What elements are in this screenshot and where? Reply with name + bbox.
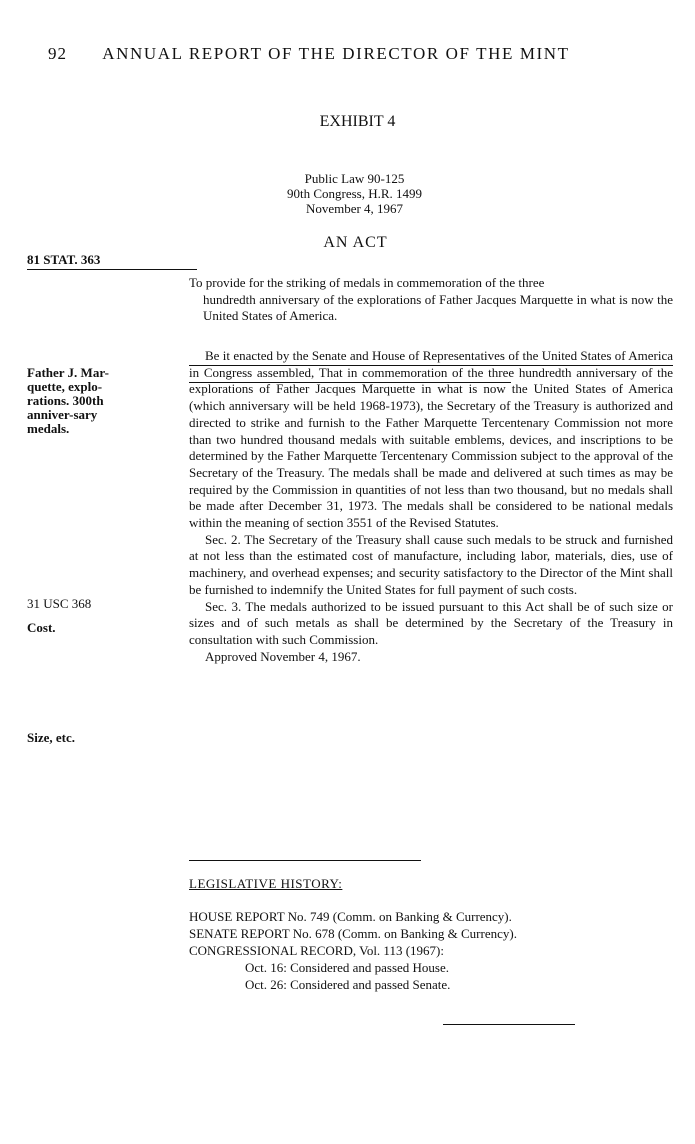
exhibit-title: EXHIBIT 4 [319,113,396,130]
purpose-first-line: To provide for the striking of medals in commemoration of the three [189,275,545,290]
approval-date: Approved November 4, 1967. [205,648,361,664]
history-rule [189,860,421,861]
page-header [48,44,570,64]
end-rule [443,1024,575,1025]
margin-note-size: Size, etc. [27,730,76,745]
section-1: Be it enacted by the Senate and House of Representatives of the United States of America in Congress assembled, That in commemoration of the three hundredth anniversary of the explorations of Father Jacques Marquette in what is now the United States of America (which anniversary will be held 1968-1973), the Secretary of the Treasury is authorized and directed to strike and furnish to the Father Marquette Tercentenary Commission not more than two hundred thousand medals with suitable emblems, devices, and inscriptions to be determined by the Father Marquette Tercentenary Commission subject to the approval of the Secretary of the Treasury. The medals shall be made and delivered at such times as may be required by the Commission in quantities of not less than two thousand, but no medals shall be made after December 31, 1973. The medals shall be considered to be national medals within the meaning of section 3551 of the Revised Statutes. [189,348,673,531]
law-date: November 4, 1967 [305,201,404,216]
statute-rule [27,269,197,270]
legislative-history [189,908,517,993]
public-law: Public Law 90-125 [304,171,405,186]
congressional-record: CONGRESSIONAL RECORD, Vol. 113 (1967): [189,943,444,958]
margin-note-cost: Cost. [27,620,56,635]
act-body [189,348,673,665]
running-title: ANNUAL REPORT OF THE DIRECTOR OF THE MINT [102,44,570,63]
record-oct26: Oct. 26: Considered and passed Senate. [245,977,451,992]
record-oct16: Oct. 16: Considered and passed House. [245,960,449,975]
legislative-history-heading: LEGISLATIVE HISTORY: [189,876,343,891]
margin-note-usc: 31 USC 368 [27,596,92,611]
senate-report: SENATE REPORT No. 678 (Comm. on Banking & Currency). [189,926,517,941]
house-report: HOUSE REPORT No. 749 (Comm. on Banking & Currency). [189,909,512,924]
act-purpose [189,275,673,325]
margin-note-subject: Father J. Mar-quette, explo-rations. 300th anniver-sary medals. [27,365,109,436]
page-number: 92 [48,44,67,63]
section-3: Sec. 3. The medals authorized to be issued pursuant to this Act shall be of such size or sizes and of such metals as shall be determined by the Secretary of the Treasury in consultation with such Commission. [189,598,673,647]
law-info [0,171,695,216]
section-2: Sec. 2. The Secretary of the Treasury shall cause such medals to be struck and furnished at not less than the estimated cost of manufacture, including labor, materials, dies, use of machinery, and overhead expenses; and security satisfactory to the Director of the Mint shall be furnished to indemnify the United States for full payment of such costs. [189,531,673,597]
act-heading: AN ACT [323,234,388,251]
statute-reference: 81 STAT. 363 [27,252,101,267]
congress-bill: 90th Congress, H.R. 1499 [286,186,423,201]
purpose-rest: hundredth anniversary of the explorations of Father Jacques Marquette in what is now the United States of America. [203,291,673,324]
